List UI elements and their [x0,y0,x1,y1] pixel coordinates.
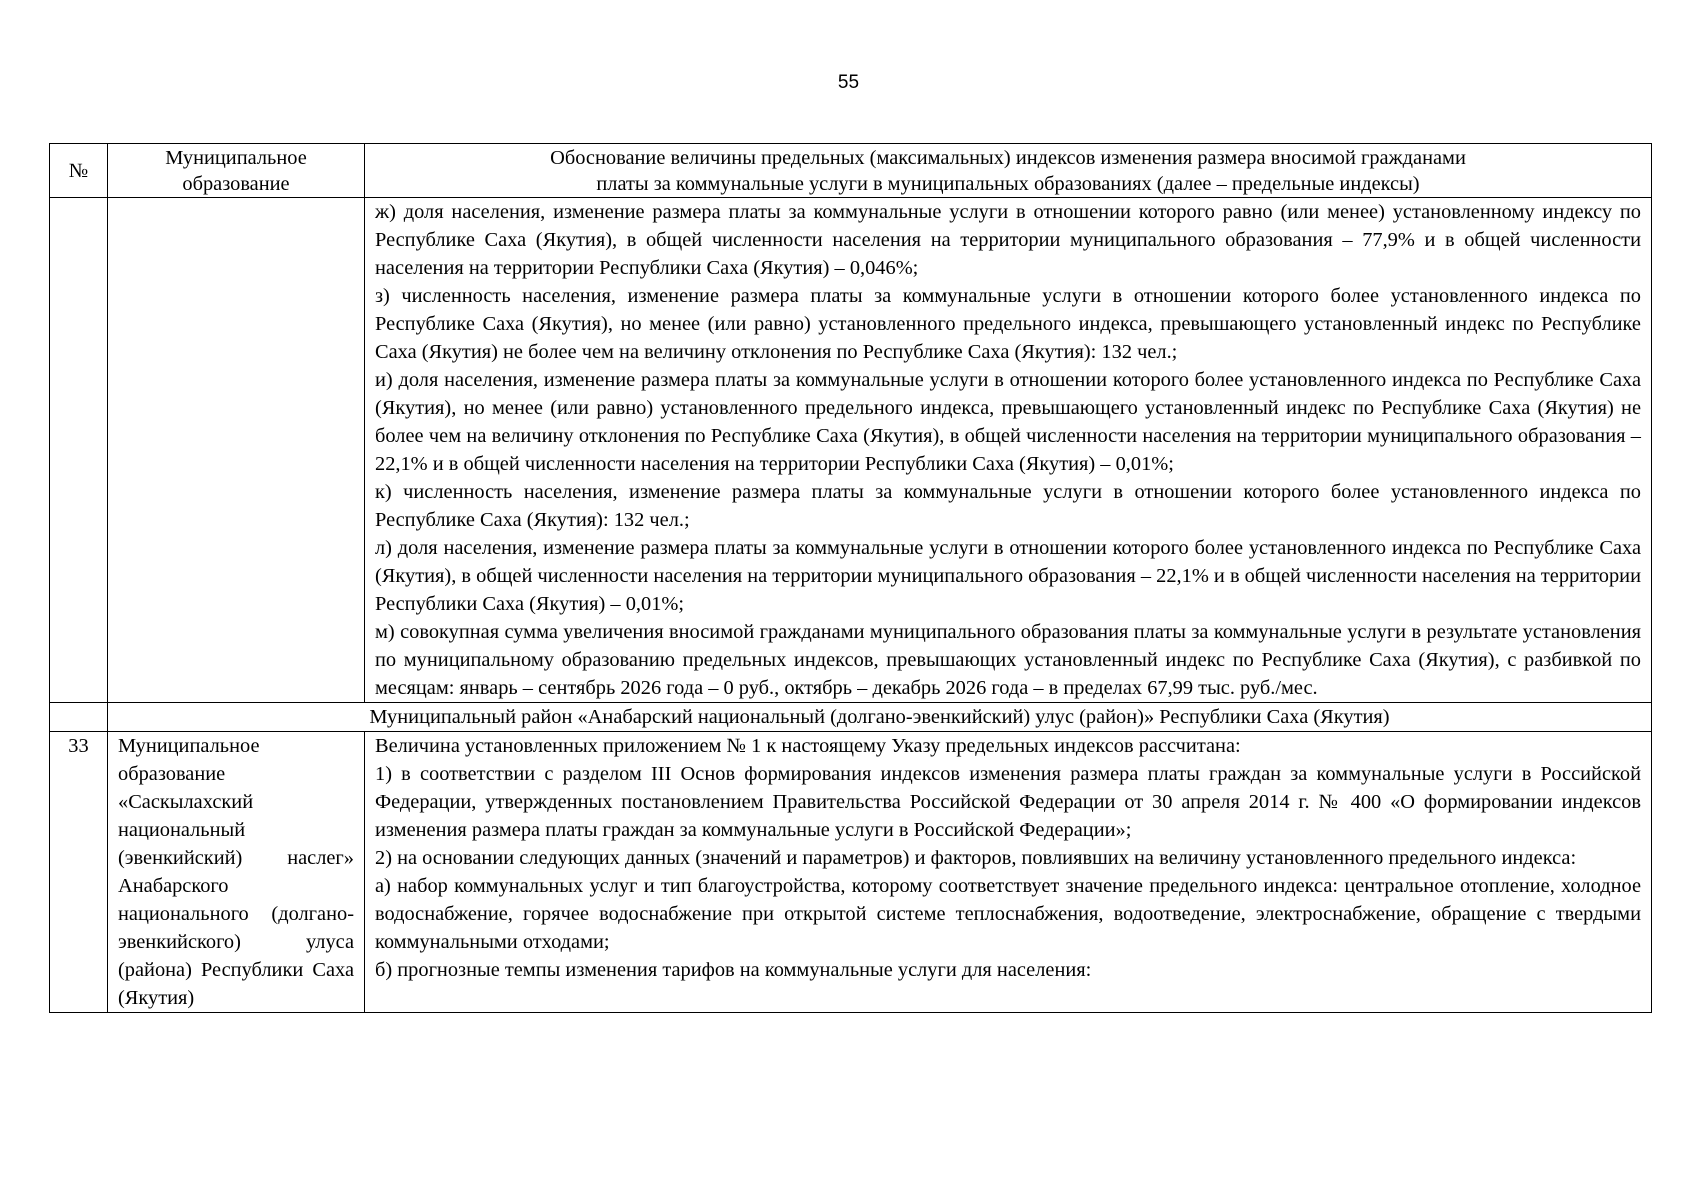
list-item: 2) на основании следующих данных (значений и параметров) и факторов, повлиявших на величину установленного предельного индекса: [375,847,1577,869]
header-justification-line1: Обоснование величины предельных (максимальных) индексов изменения размера вносимой гражданами [550,147,1466,169]
list-item: 1) в соответствии с разделом III Основ формирования индексов изменения размера платы граждан за коммунальные услуги в Российской Федерации, утвержденных постановлением Правительства Российской Федерации от 30 апреля 2014 г. № 400 «О формировании индексов изменения размера платы граждан за коммунальные услуги в Российской Федерации»; [375,763,1641,841]
row-municipality: Муниципальное образование «Саскылахский национальный (эвенкийский) наслег» Анабарского национального (долгано-эвенкийского) улуса (района) Республики Саха (Якутия) [108,732,365,1013]
list-item: м) совокупная сумма увеличения вносимой гражданами муниципального образования платы за коммунальные услуги в результате установления по муниципальному образованию предельных индексов, превышающих установленный индекс по Республике Саха (Якутия), с разбивкой по месяцам: январь – сентябрь 2026 года – 0 руб., октябрь – декабрь 2026 года – в пределах 67,99 тыс. руб./мес. [375,621,1641,699]
row-number: 33 [50,732,108,1013]
table-header-row [50,144,1652,198]
header-municipality: Муниципальное образование [108,144,365,198]
continuation-row [50,198,1652,703]
section-title-row [50,703,1652,732]
table-row [50,732,1652,1013]
list-item: б) прогнозные темпы изменения тарифов на коммунальные услуги для населения: [375,959,1092,981]
list-item: з) численность населения, изменение размера платы за коммунальные услуги в отношении которого более установленного индекса по Республике Саха (Якутия), но менее (или равно) установленного предельного индекса, превышающего установленный индекс по Республике Саха (Якутия) не более чем на величину отклонения по Республике Саха (Якутия): 132 чел.; [375,285,1641,363]
list-item: Величина установленных приложением № 1 к настоящему Указу предельных индексов рассчитана: [375,735,1241,757]
header-number: № [50,144,108,198]
section-number-cell [50,703,108,732]
section-title: Муниципальный район «Анабарский национальный (долгано-эвенкийский) улус (район)» Республики Саха (Якутия) [108,703,1652,732]
justification-table [49,143,1652,1013]
header-justification [365,144,1652,198]
list-item: и) доля населения, изменение размера платы за коммунальные услуги в отношении которого более установленного индекса по Республике Саха (Якутия), но менее (или равно) установленного предельного индекса, превышающего установленный индекс по Республике Саха (Якутия) не более чем на величину отклонения по Республике Саха (Якутия), в общей численности населения на территории муниципального образования – 22,1% и в общей численности населения на территории Республики Саха (Якутия) – 0,01%; [375,369,1641,475]
continuation-municipality-cell [108,198,365,703]
continuation-text-cell [365,198,1652,703]
list-item: л) доля населения, изменение размера платы за коммунальные услуги в отношении которого более установленного индекса по Республике Саха (Якутия), в общей численности населения на территории муниципального образования – 22,1% и в общей численности населения на территории Республики Саха (Якутия) – 0,01%; [375,537,1641,615]
continuation-number-cell [50,198,108,703]
list-item: ж) доля населения, изменение размера платы за коммунальные услуги в отношении которого равно (или менее) установленному индексу по Республике Саха (Якутия), в общей численности населения на территории муниципального образования – 77,9% и в общей численности населения на территории Республики Саха (Якутия) – 0,046%; [375,201,1641,279]
list-item: а) набор коммунальных услуг и тип благоустройства, которому соответствует значение предельного индекса: центральное отопление, холодное водоснабжение, горячее водоснабжение при открытой системе теплоснабжения, водоотведение, электроснабжение, обращение с твердыми коммунальными отходами; [375,875,1641,953]
page-number: 55 [837,72,860,93]
header-justification-line2: платы за коммунальные услуги в муниципальных образованиях (далее – предельные индексы) [596,173,1420,195]
list-item: к) численность населения, изменение размера платы за коммунальные услуги в отношении которого более установленного индекса по Республике Саха (Якутия): 132 чел.; [375,481,1641,531]
row-justification [365,732,1652,1013]
